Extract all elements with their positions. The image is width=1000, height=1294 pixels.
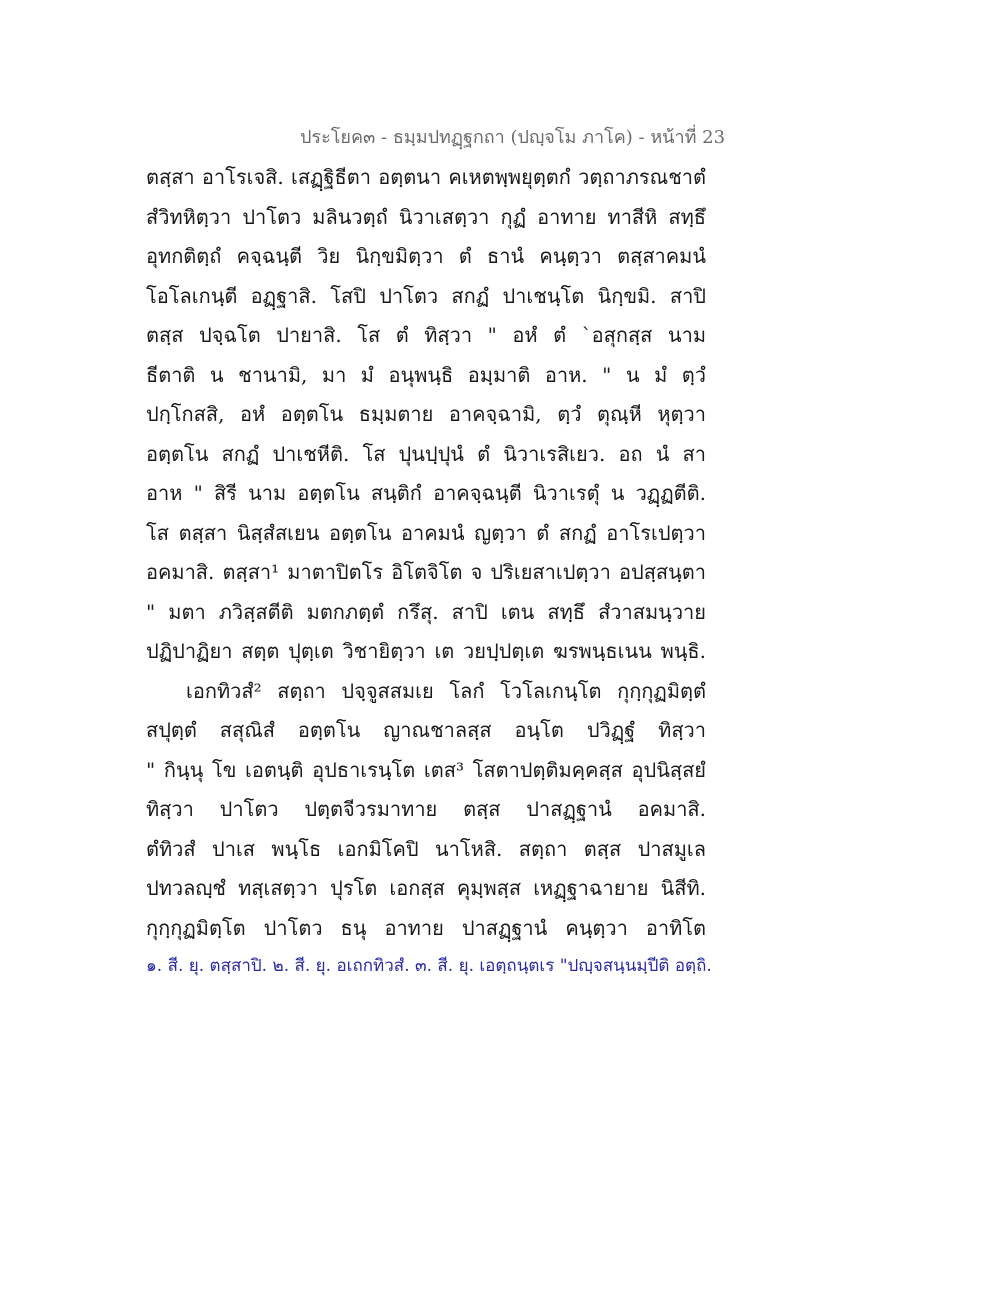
text-line: ตํทิวสํ ปาเส พนฺโธ เอกมิโคปิ นาโหสิ. สตฺถา ตสฺส ปาสมูเล [146,836,706,861]
paragraph-start-line: เอกทิวสํ² สตฺถา ปจฺจูสสมเย โลกํ โวโลเกนฺโต กุกฺกุฏมิตฺตํ [186,678,706,703]
text-line: ตสฺสา อาโรเจสิ. เสฏฺฐิธีตา อตฺตนา คเหตพฺพยุตฺตกํ วตฺถาภรณชาตํ [146,165,706,189]
text-line: อตฺตโน สกฏํ ปาเชหีติ. โส ปุนปฺปุนํ ตํ นิวาเรสิเยว. อถ นํ สา [146,441,706,466]
text-line: ปกฺโกสสิ, อหํ อตฺตโน ธมฺมตาย อาคจฺฉามิ, ตฺวํ ตุณฺหี หุตฺวา [146,402,706,426]
text-line: ปทวลญฺชํ ทสฺเสตฺวา ปุรโต เอกสฺส คุมฺพสฺส เหฏฺฐาฉายาย นิสีทิ. [146,876,706,900]
text-line: สปุตฺตํ สสุณิสํ อตฺตโน ญาณชาลสฺส อนฺโต ปวิฏฺฐํ ทิสฺวา [146,718,706,742]
body-text [146,158,706,948]
text-line: ธีตาติ น ชานามิ, มา มํ อนุพนฺธิ อมฺมาติ อาห. " น มํ ตฺวํ [146,362,706,387]
text-line: โส ตสฺสา นิสฺสํสเยน อตฺตโน อาคมนํ ญตฺวา ตํ สกฏํ อาโรเปตฺวา [146,520,706,545]
text-line: สํวิทหิตฺวา ปาโตว มลินวตฺถํ นิวาเสตฺวา กุฏํ อาทาย ทาสีหิ สทฺธึ [146,204,706,229]
text-line: " กินฺนุ โข เอตนฺติ อุปธาเรนฺโต เตส³ โสตาปตฺติมคฺคสฺส อุปนิสฺสยํ [146,757,706,782]
text-line: อาห " สิรี นาม อตฺตโน สนฺติกํ อาคจฺฉนฺตี นิวาเรตุํ น วฏฺฏตีติ. [146,481,706,505]
text-line: ตสฺส ปจฺฉโต ปายาสิ. โส ตํ ทิสฺวา " อหํ ตํ `อสุกสฺส นาม [146,323,706,347]
text-line: กุกฺกุฏมิตฺโต ปาโตว ธนุ อาทาย ปาสฏฺฐานํ คนฺตฺวา อาทิโต [146,915,706,940]
text-line: " มตา ภวิสฺสตีติ มตกภตฺตํ กรึสุ. สาปิ เตน สทฺธึ สํวาสมนฺวาย [146,599,706,624]
text-line: ปฏิปาฏิยา สตฺต ปุตฺเต วิชายิตฺวา เต วยปฺปตฺเต ฆรพนฺธเนน พนฺธิ. [146,639,706,663]
text-line: อุทกติตฺถํ คจฺฉนฺตี วิย นิกฺขมิตฺวา ตํ ธานํ คนฺตฺวา ตสฺสาคมนํ [146,244,706,268]
footnote: ๑. สี. ยุ. ตสฺสาปิ. ๒. สี. ยุ. อเถกทิวสํ. ๓. สี. ยุ. เอตฺถนฺตเร "ปญฺจสนฺนมฺปีติ อตฺถิ. [146,956,712,976]
text-line: ทิสฺวา ปาโตว ปตฺตจีวรมาทาย ตสฺส ปาสฏฺฐานํ อคมาสิ. [146,797,706,821]
text-line: อคมาสิ. ตสฺสา¹ มาตาปิตโร อิโตจิโต จ ปริเยสาเปตฺวา อปสฺสนฺตา [146,560,706,584]
text-line: โอโลเกนฺตี อฏฺฐาสิ. โสปิ ปาโตว สกฏํ ปาเชนฺโต นิกฺขมิ. สาปิ [146,283,706,308]
running-header: ประโยค๓ - ธมฺมปทฏฺฐกถา (ปญฺจโม ภาโค) - หน้าที่ 23 [300,127,726,148]
